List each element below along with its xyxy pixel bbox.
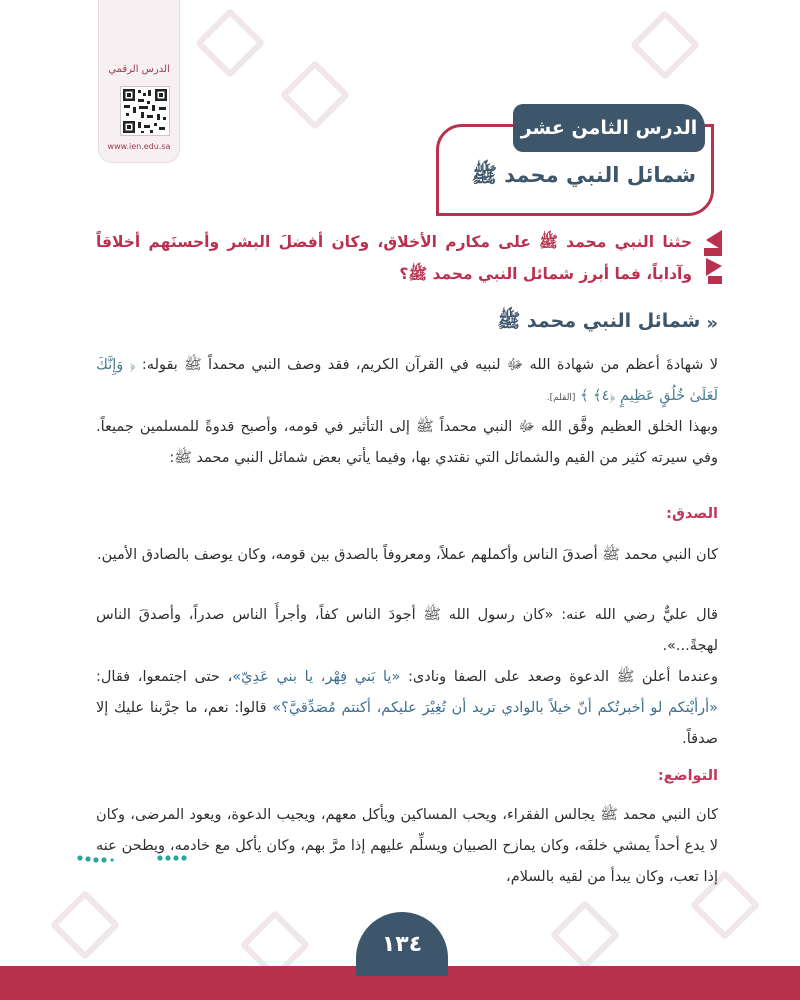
truthfulness-p3-end: قالوا: نعم، ما جرَّبنا عليك إلا صدقاً. bbox=[96, 700, 718, 747]
double-chevron-icon: « bbox=[706, 312, 718, 334]
section-heading bbox=[420, 308, 718, 338]
background-pattern bbox=[630, 10, 701, 81]
truthfulness-p3-start: وعندما أعلن ﷺ الدعوة وصعد على الصفا ونادى: bbox=[400, 669, 718, 685]
digital-lesson-label: الدرس الرقمي bbox=[108, 64, 170, 75]
section-paragraph-2: وبهذا الخلق العظيم وفَّق الله ﷻ النبي محمداً ﷺ إلى التأثير في قومه، وأصبح قدوةً للمسلمين جميعاً. وفي سيرته كثير من القيم والشمائل التي نقتدي بها، وفيما يأتي بعض شمائل النبي محمد ﷺ: bbox=[96, 419, 718, 466]
truthfulness-p3-mid: ، حتى اجتمعوا، فقال: bbox=[96, 669, 233, 685]
page-number: ١٣٤ bbox=[356, 912, 448, 976]
digital-lesson-url[interactable]: www.ien.edu.sa bbox=[107, 142, 171, 151]
lesson-intro: حثنا النبي محمد ﷺ على مكارم الأخلاق، وكان أفضلَ البشر وأحسنَهم أخلاقاً وآداباً، فما أبرز شمائل النبي محمد ﷺ؟ bbox=[96, 233, 692, 283]
quran-verse: ﴿ وَإِنَّكَ لَعَلَىٰ خُلُقٍ عَظِيمٍ ﴿٤﴾ ﴾ bbox=[96, 357, 718, 404]
digital-lesson-card[interactable] bbox=[98, 0, 180, 163]
continuation-dots bbox=[76, 850, 188, 864]
section-intro-paragraph bbox=[96, 350, 718, 414]
truthfulness-paragraph-2: قال عليٌّ رضي الله عنه: «كان رسول الله ﷺ أجودَ الناس كفاً، وأجرأَ الناس صدراً، وأصدقَ الناس لهجةً...». bbox=[96, 607, 718, 654]
intro-marker-icon bbox=[700, 226, 726, 288]
background-pattern bbox=[50, 890, 121, 961]
lesson-title: شمائل النبي محمد ﷺ bbox=[471, 162, 696, 187]
prophet-call-quote: «يا بَني فِهْر، يا بني عَدِيّ» bbox=[232, 669, 401, 685]
truthfulness-paragraph-3 bbox=[96, 662, 718, 755]
truthfulness-heading: الصدق: bbox=[666, 506, 718, 522]
section-paragraph-1: لا شهادةَ أعظم من شهادة الله ﷻ لنبيه في القرآن الكريم، فقد وصف النبي محمداً ﷺ بقوله: bbox=[141, 357, 719, 373]
background-pattern bbox=[550, 900, 621, 971]
section-heading-text: شمائل النبي محمد ﷺ bbox=[497, 310, 701, 332]
verse-reference: [القلم]. bbox=[546, 393, 576, 403]
background-pattern bbox=[280, 60, 351, 131]
qr-code-icon[interactable] bbox=[120, 86, 170, 136]
prophet-question-quote: «أرأيْتكم لو أخبرتُكم أنّ خيلاً بالوادي تريد أن تُغِيْرَ عليكم، أكنتم مُصَدِّقيَّ؟» bbox=[272, 700, 719, 716]
lesson-number-badge: الدرس الثامن عشر bbox=[513, 104, 705, 152]
background-pattern bbox=[195, 8, 266, 79]
truthfulness-paragraph-1: كان النبي محمد ﷺ أصدقَ الناس وأكملهم عملاً، ومعروفاً بالصدق بين قومه، وكان يوصف بالصادق الأمين. bbox=[97, 547, 718, 563]
humility-heading: التواضع: bbox=[657, 768, 718, 784]
humility-paragraph: كان النبي محمد ﷺ يجالس الفقراء، ويحب المساكين ويأكل معهم، ويجيب الدعوة، ويعود المرضى، وكان لا يدع أحداً يمشي خلفَه، وكان يمازح الصبيان ويسلِّم عليهم إذا مرَّ بهم، وكان يأكل مع خادمه، ويطحن عنه إذا تعب، وكان يبدأ من لقيه بالسلام، bbox=[96, 807, 718, 885]
